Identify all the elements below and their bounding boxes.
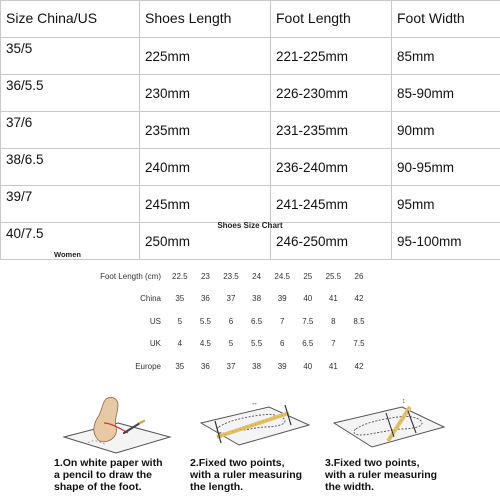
table-cell: 40/7.5 xyxy=(1,223,140,260)
step-3-text xyxy=(325,457,465,493)
table-cell: 250mm xyxy=(140,223,271,260)
chart-row xyxy=(84,333,372,356)
chart-cell: 36 xyxy=(200,361,210,371)
table-cell: 39/7 xyxy=(1,186,140,223)
chart-cell: 24 xyxy=(252,271,262,281)
chart-cell: 35 xyxy=(175,294,185,304)
table-cell: 90mm xyxy=(392,112,500,149)
table-row xyxy=(1,186,500,223)
step-line: a pencil to draw the xyxy=(54,469,153,481)
table-cell: 38/6.5 xyxy=(1,149,140,186)
table-row xyxy=(1,112,500,149)
chart-row-label: US xyxy=(149,316,161,326)
chart-cell: 40 xyxy=(303,294,313,304)
chart-row-label: Europe xyxy=(135,361,161,371)
table-cell: 235mm xyxy=(140,112,271,149)
step-line: shape of the foot. xyxy=(54,481,142,493)
size-table-header: Size China/US xyxy=(1,1,140,38)
chart-cell: 25.5 xyxy=(325,271,342,281)
chart-cell: 23.5 xyxy=(223,271,239,281)
table-row xyxy=(1,38,500,75)
chart-title: Shoes Size Chart xyxy=(217,221,283,230)
chart-row xyxy=(84,310,372,333)
step-2-text xyxy=(190,457,320,493)
table-cell: 37/6 xyxy=(1,112,140,149)
chart-cell: 39 xyxy=(277,361,287,371)
size-chart-table xyxy=(84,265,372,378)
chart-cell: 6.5 xyxy=(302,339,314,349)
size-table-header: Foot Width xyxy=(392,1,500,38)
table-cell: 236-240mm xyxy=(271,149,392,186)
chart-row-label: Foot Length (cm) xyxy=(100,271,161,281)
chart-cell: 7 xyxy=(279,316,285,326)
chart-cell: 7.5 xyxy=(353,339,365,349)
chart-cell: 38 xyxy=(252,361,262,371)
chart-row xyxy=(84,355,372,378)
svg-text:↔: ↔ xyxy=(251,400,258,407)
chart-row-label: UK xyxy=(149,339,161,349)
table-cell: 231-235mm xyxy=(271,112,392,149)
chart-cell: 42 xyxy=(354,361,364,371)
chart-cell: 22.5 xyxy=(172,271,188,281)
chart-cell: 4.5 xyxy=(199,339,211,349)
step-line: the width. xyxy=(325,481,374,493)
chart-cell: 5 xyxy=(177,316,183,326)
chart-cell: 7 xyxy=(331,339,336,349)
table-cell: 85mm xyxy=(392,38,500,75)
table-cell: 35/5 xyxy=(1,38,140,75)
chart-cell: 37 xyxy=(226,361,236,371)
chart-cell: 7.5 xyxy=(302,316,314,326)
width-measure-illustration xyxy=(332,393,448,455)
measuring-instructions xyxy=(54,393,446,500)
chart-cell: 8.5 xyxy=(353,316,365,326)
chart-cell: 8 xyxy=(331,316,336,326)
chart-cell: 42 xyxy=(354,294,364,304)
table-cell: 225mm xyxy=(140,38,271,75)
table-row xyxy=(1,75,500,112)
chart-cell: 26 xyxy=(354,271,364,281)
chart-cell: 4 xyxy=(177,339,183,349)
chart-cell: 37 xyxy=(226,294,236,304)
step-line: with a ruler measuring xyxy=(325,469,438,481)
size-table-header-row xyxy=(1,1,500,38)
chart-cell: 35 xyxy=(175,361,185,371)
chart-cell: 39 xyxy=(277,294,287,304)
step-line: 1.On white paper with xyxy=(54,457,163,469)
table-cell: 246-250mm xyxy=(271,223,392,260)
step-line: 3.Fixed two points, xyxy=(325,457,420,469)
table-cell: 85-90mm xyxy=(392,75,500,112)
chart-cell: 38 xyxy=(252,294,262,304)
foot-tracing-illustration xyxy=(58,393,174,455)
chart-row-label: China xyxy=(140,294,161,304)
chart-cell: 5.5 xyxy=(199,316,211,326)
length-measure-illustration xyxy=(197,393,313,455)
chart-cell: 24.5 xyxy=(274,271,290,281)
step-1-text xyxy=(54,457,194,493)
table-cell: 240mm xyxy=(140,149,271,186)
group-label: Women xyxy=(54,250,81,259)
step-line: 2.Fixed two points, xyxy=(190,457,285,469)
size-table-header: Shoes Length xyxy=(140,1,271,38)
chart-cell: 36 xyxy=(200,294,210,304)
chart-cell: 5 xyxy=(228,339,234,349)
chart-cell: 5.5 xyxy=(251,339,263,349)
table-cell: 90-95mm xyxy=(392,149,500,186)
chart-row xyxy=(84,288,372,311)
step-line: with a ruler measuring xyxy=(190,469,303,481)
table-cell: 95mm xyxy=(392,186,500,223)
chart-cell: 6 xyxy=(279,339,285,349)
table-cell: 221-225mm xyxy=(271,38,392,75)
chart-cell: 25 xyxy=(303,271,313,281)
chart-row xyxy=(84,265,372,288)
table-cell: 245mm xyxy=(140,186,271,223)
chart-cell: 41 xyxy=(328,294,338,304)
table-cell: 226-230mm xyxy=(271,75,392,112)
table-cell: 241-245mm xyxy=(271,186,392,223)
chart-cell: 41 xyxy=(328,361,338,371)
table-cell: 230mm xyxy=(140,75,271,112)
table-cell: 95-100mm xyxy=(392,223,500,260)
chart-cell: 6 xyxy=(228,316,234,326)
chart-cell: 40 xyxy=(303,361,313,371)
chart-cell: 6.5 xyxy=(251,316,263,326)
table-cell: 36/5.5 xyxy=(1,75,140,112)
size-table-header: Foot Length xyxy=(271,1,392,38)
table-row xyxy=(1,149,500,186)
svg-text:↕: ↕ xyxy=(402,398,406,405)
step-line: the length. xyxy=(190,481,244,493)
chart-cell: 23 xyxy=(200,271,210,281)
